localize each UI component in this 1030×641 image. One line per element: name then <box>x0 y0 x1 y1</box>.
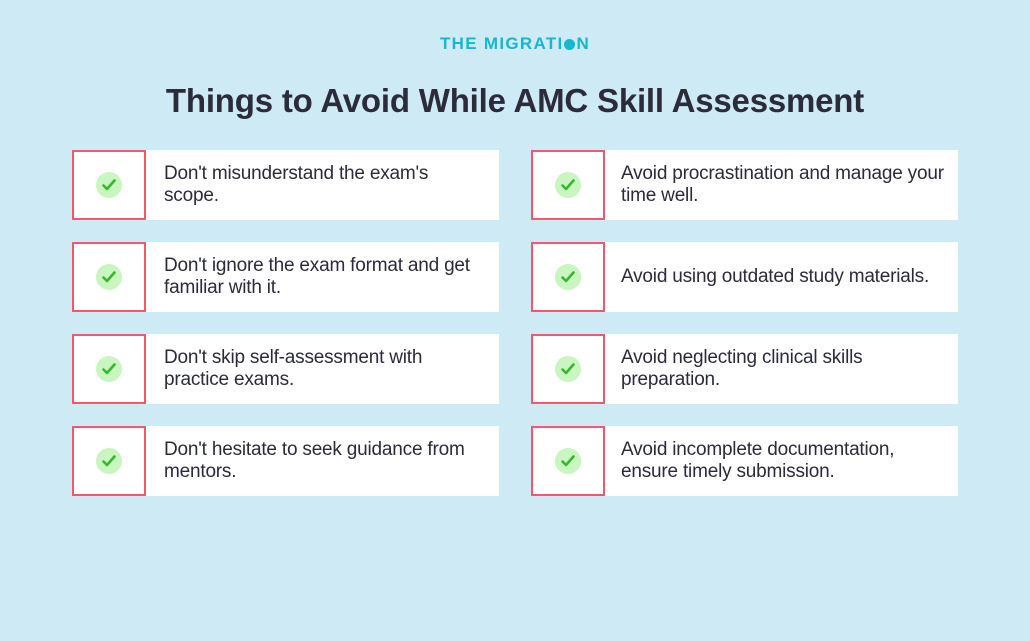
brand-name-part-1: THE MIGRATI <box>439 34 564 53</box>
check-mark-icon <box>96 172 122 198</box>
list-item-label: Don't misunderstand the exam's scope. <box>164 162 429 206</box>
list-item <box>531 334 958 404</box>
list-item-label: Avoid neglecting clinical skills preparation. <box>621 346 863 390</box>
brand-logo <box>0 34 1030 54</box>
dot-o-icon <box>564 39 575 50</box>
checkbox[interactable] <box>531 334 605 404</box>
list-item <box>531 242 958 312</box>
list-item <box>72 426 499 496</box>
list-item-label: Avoid procrastination and manage your time well. <box>621 162 944 206</box>
list-item-label: Avoid using outdated study materials. <box>621 265 930 287</box>
checkbox[interactable] <box>72 242 146 312</box>
page-title: Things to Avoid While AMC Skill Assessment <box>165 82 865 119</box>
list-item <box>72 242 499 312</box>
check-mark-icon <box>555 264 581 290</box>
checkbox[interactable] <box>72 334 146 404</box>
checkbox[interactable] <box>72 426 146 496</box>
check-mark-icon <box>96 448 122 474</box>
list-item-label: Don't hesitate to seek guidance from mentors. <box>164 438 465 482</box>
list-item-label: Don't skip self-assessment with practice exams. <box>164 346 423 390</box>
check-mark-icon <box>96 356 122 382</box>
checkbox[interactable] <box>531 426 605 496</box>
check-mark-icon <box>96 264 122 290</box>
list-item <box>72 150 499 220</box>
check-mark-icon <box>555 448 581 474</box>
tips-grid <box>0 150 1030 496</box>
list-item-label: Avoid incomplete documentation, ensure timely submission. <box>621 438 895 482</box>
check-mark-icon <box>555 356 581 382</box>
list-item <box>531 150 958 220</box>
checkbox[interactable] <box>531 150 605 220</box>
list-item-label: Don't ignore the exam format and get familiar with it. <box>164 254 470 298</box>
list-item <box>531 426 958 496</box>
check-mark-icon <box>555 172 581 198</box>
checkbox[interactable] <box>531 242 605 312</box>
list-item <box>72 334 499 404</box>
checkbox[interactable] <box>72 150 146 220</box>
brand-name-part-2: N <box>576 34 591 53</box>
